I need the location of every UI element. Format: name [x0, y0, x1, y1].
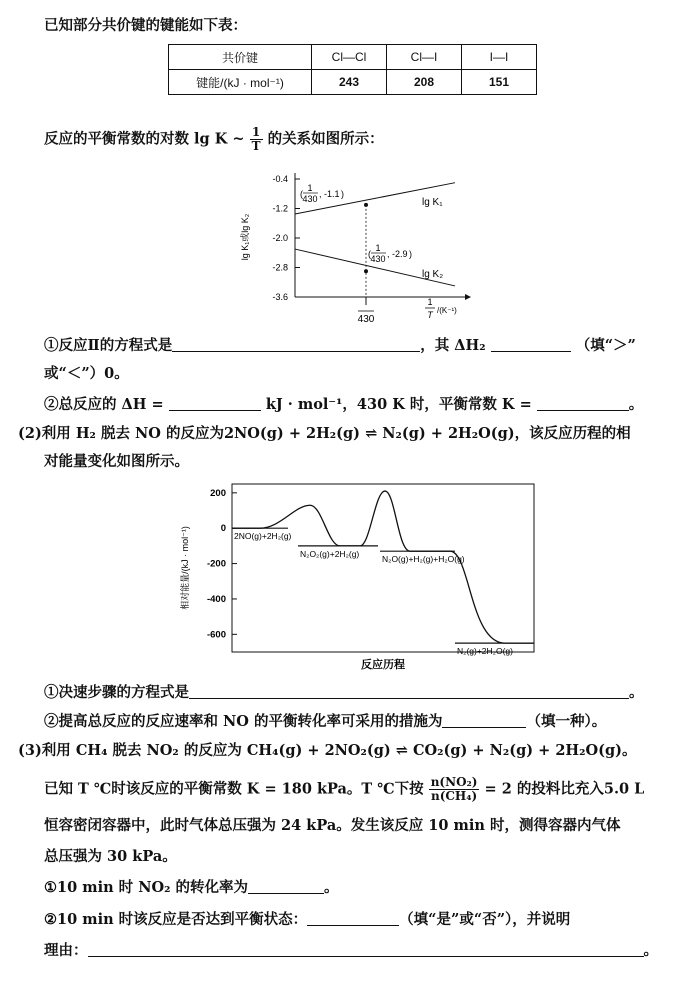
q3-reason-prompt: 理由：: [44, 942, 88, 959]
lgk2-point-label: [368, 243, 412, 264]
table-header-cell: I—I: [462, 45, 537, 70]
svg-text:(: (: [300, 189, 303, 199]
c1-xlabel-unit: /(K⁻¹): [437, 306, 457, 315]
lgk2-point: [364, 269, 368, 273]
measure-blank[interactable]: [442, 713, 526, 728]
ratio-den: n(CH₄): [430, 789, 478, 803]
svg-text:,: ,: [387, 249, 390, 259]
p2-den: 430: [370, 254, 386, 264]
feed-ratio-fraction: [429, 776, 480, 803]
lgk1-point-label: [300, 183, 344, 204]
c1-y-tick-label: -2.8: [272, 262, 288, 273]
table-row: [169, 70, 537, 95]
lgk-post: 的关系如图所示：: [267, 130, 384, 148]
q3-line6: [44, 910, 570, 930]
lgk2-series-label: lg K₂: [422, 269, 444, 280]
svg-text:,: ,: [319, 189, 322, 199]
level-label-products: N₂(g)+2H₂O(g): [457, 646, 513, 657]
c1-x-tick-label: 430: [357, 314, 375, 325]
level-label-reactants: 2NO(g)+2H₂(g): [234, 531, 292, 542]
q1-dh-prompt: ②总反应的 ΔH =: [44, 396, 164, 413]
table-cell: 151: [462, 70, 537, 95]
q3-equilibrium-prompt: ②10 min 时该反应是否达到平衡状态：: [44, 911, 308, 928]
q3-line7: [44, 941, 658, 961]
p1-num: 1: [307, 183, 313, 193]
energy-profile-curve: [232, 491, 534, 643]
lgk-pre: 反应的平衡常数的对数 lg K ~: [44, 130, 245, 148]
no2-conversion-blank[interactable]: [248, 879, 324, 894]
q3-end-period: 。: [643, 942, 658, 959]
level-label-intermediate1: N₂O₂(g)+2H₂(g): [300, 548, 360, 559]
svg-text:): ): [409, 249, 412, 259]
equilibrium-k-blank[interactable]: [537, 396, 629, 411]
dh2-sign-blank[interactable]: [491, 337, 571, 352]
q3-line3: 恒容密闭容器中，此时气体总压强为 24 kPa。发生该反应 10 min 时，测得容器内气体: [44, 817, 621, 834]
intro-text: 已知部分共价键的键能如下表：: [44, 17, 247, 34]
frac-num: 1: [250, 126, 263, 140]
q2-period: 。: [629, 684, 644, 701]
q1-line3: [44, 395, 643, 415]
table-cell: 208: [387, 70, 462, 95]
bond-energy-table: [168, 44, 537, 95]
c1-y-tick-label: -3.6: [272, 292, 288, 302]
q1-fill-hint: （填“＞”: [575, 337, 636, 354]
equilibrium-yes-no-blank[interactable]: [307, 911, 399, 926]
level-label-intermediate2: N₂O(g)+H₂(g)+H₂O(g): [382, 554, 465, 565]
q3-line1: (3)利用 CH₄ 脱去 NO₂ 的反应为 CH₄(g) + 2NO₂(g) ⇌ CO₂(g) + N₂(g) + 2H₂O(g)。: [18, 742, 637, 759]
q3-conversion-prompt: ①10 min 时 NO₂ 的转化率为: [44, 879, 248, 896]
q2-measure-prompt: ②提高总反应的反应速率和 NO 的平衡转化率可采用的措施为: [44, 713, 443, 730]
q2-line3: [44, 683, 644, 703]
q3-line2: [44, 776, 644, 803]
lgk1-point: [364, 203, 368, 207]
c1-ylabel: lg K₁或lg K₂: [240, 213, 250, 261]
p2-num: 1: [375, 243, 381, 253]
rate-step-equation-blank[interactable]: [189, 684, 629, 699]
lgk-relation-text: [44, 126, 384, 153]
svg-text:(: (: [368, 249, 371, 259]
q1-line1: [44, 336, 636, 356]
c2-y-tick-label: -600: [206, 629, 226, 641]
q1-reaction2-prompt: ①反应Ⅱ的方程式是: [44, 337, 173, 354]
c2-y-tick-label: -400: [206, 593, 226, 605]
frac-den: T: [251, 139, 261, 153]
c1-y-tick-label: -2.0: [272, 233, 288, 243]
q3-k-text: 已知 T ℃时该反应的平衡常数 K = 180 kPa。T ℃下按: [44, 780, 424, 798]
c1-xlabel-num: 1: [427, 297, 433, 307]
q3-fill-hint: （填“是”或“否”），并说明: [399, 911, 571, 928]
q2-fill-hint: （填一种）。: [526, 713, 607, 730]
q1-k-prompt: kJ · mol⁻¹，430 K 时，平衡常数 K =: [265, 396, 532, 413]
energy-profile-chart: [170, 478, 550, 678]
q2-line2: 对能量变化如图所示。: [44, 453, 189, 470]
lgk1-series-label: lg K₁: [422, 197, 443, 208]
q1-period: 。: [628, 396, 644, 413]
q3-line4: 总压强为 30 kPa。: [44, 848, 177, 865]
table-cell: 243: [312, 70, 387, 95]
table-row-label: 键能/(kJ · mol⁻¹): [169, 70, 312, 95]
q3-line5: [44, 878, 339, 898]
reason-blank[interactable]: [88, 942, 644, 957]
c2-frame: [232, 484, 534, 652]
table-header-cell: 共价键: [169, 45, 312, 70]
q3-ratio-text: = 2 的投料比充入5.0 L: [484, 780, 645, 798]
q1-line2: 或“＜”）0。: [44, 365, 129, 382]
c2-xlabel: 反应历程: [361, 659, 405, 671]
q2-rds-prompt: ①决速步骤的方程式是: [44, 684, 189, 701]
c1-y-tick-label: -1.2: [272, 203, 288, 214]
lgk-chart: [230, 165, 480, 330]
c1-y-tick-label: -0.4: [272, 174, 288, 184]
table-header-cell: Cl—Cl: [312, 45, 387, 70]
c1-xlabel-den: T: [427, 310, 433, 320]
svg-text:): ): [341, 189, 344, 199]
p1-den: 430: [302, 194, 318, 204]
c2-ylabel: 相对能量/(kJ · mol⁻¹): [180, 526, 190, 610]
q3-period: 。: [324, 879, 339, 896]
table-header-cell: Cl—I: [387, 45, 462, 70]
ratio-num: n(NO₂): [430, 775, 478, 789]
q2-line4: [44, 712, 606, 732]
p2-value: -2.9: [392, 249, 408, 259]
c2-y-tick-label: -200: [206, 558, 226, 570]
q2-line1: (2)利用 H₂ 脱去 NO 的反应为2NO(g) + 2H₂(g) ⇌ N₂(g) + 2H₂O(g)，该反应历程的相: [18, 425, 631, 442]
c2-y-tick-label: 200: [210, 487, 226, 499]
c2-y-tick-label: 0: [220, 523, 226, 535]
total-dh-blank[interactable]: [169, 396, 261, 411]
reaction2-equation-blank[interactable]: [172, 337, 420, 352]
one-over-t-fraction: [250, 126, 263, 153]
table-header-row: [169, 45, 537, 70]
q1-dh2-prompt: ，其 ΔH₂: [420, 337, 486, 354]
p1-value: -1.1: [324, 189, 340, 199]
